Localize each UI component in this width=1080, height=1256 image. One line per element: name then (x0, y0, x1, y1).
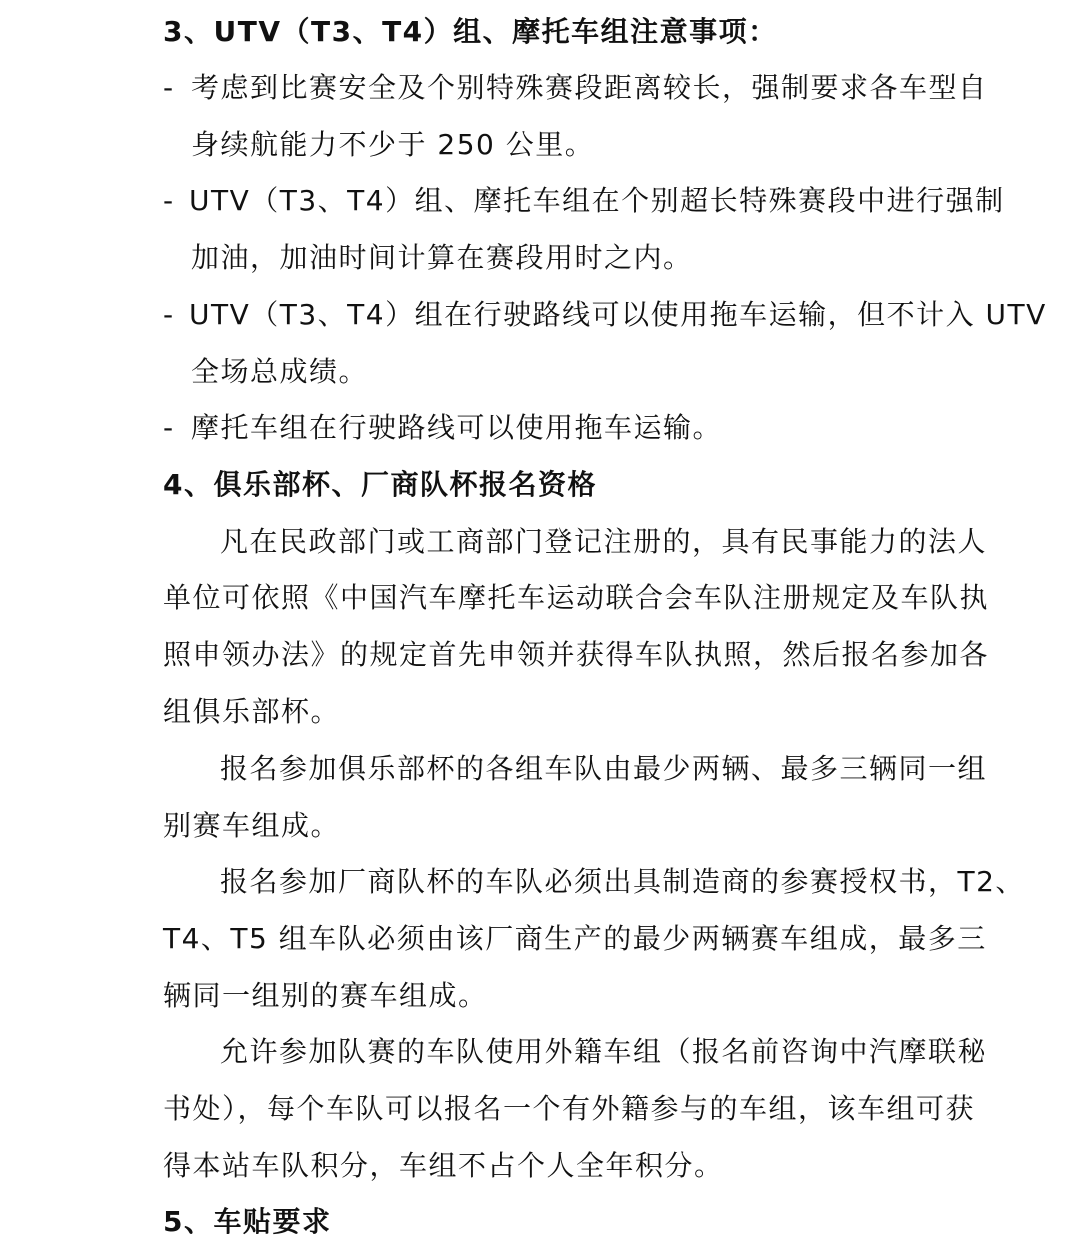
section-3-heading: 3、UTV（T3、T4）组、摩托车组注意事项： (163, 15, 778, 48)
paragraph-4-line-3: 得本站车队积分，车组不占个人全年积分。 (163, 1149, 724, 1182)
bullet-dash: - (163, 71, 174, 104)
paragraph-4-line-1: 允许参加队赛的车队使用外籍车组（报名前咨询中汽摩联秘 (220, 1035, 988, 1068)
paragraph-2-line-2: 别赛车组成。 (163, 809, 341, 842)
bullet-1-line-1: 考虑到比赛安全及个别特殊赛段距离较长，强制要求各车型自 (191, 71, 988, 104)
paragraph-1-line-2: 单位可依照《中国汽车摩托车运动联合会车队注册规定及车队执 (163, 581, 990, 614)
paragraph-1-line-3: 照申领办法》的规定首先申领并获得车队执照，然后报名参加各 (163, 638, 990, 671)
bullet-dash: - (163, 184, 174, 217)
bullet-3-line-2: 全场总成绩。 (191, 355, 369, 388)
bullet-2-line-2: 加油，加油时间计算在赛段用时之内。 (191, 241, 693, 274)
paragraph-1-line-4: 组俱乐部杯。 (163, 695, 341, 728)
bullet-2-line-1: UTV（T3、T4）组、摩托车组在个别超长特殊赛段中进行强制 (189, 184, 1005, 217)
paragraph-2-line-1: 报名参加俱乐部杯的各组车队由最少两辆、最多三辆同一组 (220, 752, 988, 785)
bullet-4-line-1: 摩托车组在行驶路线可以使用拖车运输。 (191, 411, 723, 444)
bullet-3-line-1: UTV（T3、T4）组在行驶路线可以使用拖车运输，但不计入 UTV (189, 298, 1047, 331)
section-4-heading: 4、俱乐部杯、厂商队杯报名资格 (163, 468, 597, 501)
paragraph-3-line-1: 报名参加厂商队杯的车队必须出具制造商的参赛授权书，T2、 (220, 865, 1025, 898)
paragraph-1-line-1: 凡在民政部门或工商部门登记注册的，具有民事能力的法人 (220, 525, 988, 558)
paragraph-4-line-2: 书处），每个车队可以报名一个有外籍参与的车组，该车组可获 (163, 1092, 976, 1125)
bullet-1-line-2: 身续航能力不少于 250 公里。 (191, 128, 595, 161)
section-5-heading: 5、车贴要求 (163, 1205, 332, 1238)
paragraph-3-line-3: 辆同一组别的赛车组成。 (163, 979, 488, 1012)
bullet-dash: - (163, 411, 174, 444)
bullet-dash: - (163, 298, 174, 331)
paragraph-3-line-2: T4、T5 组车队必须由该厂商生产的最少两辆赛车组成，最多三 (163, 922, 987, 955)
